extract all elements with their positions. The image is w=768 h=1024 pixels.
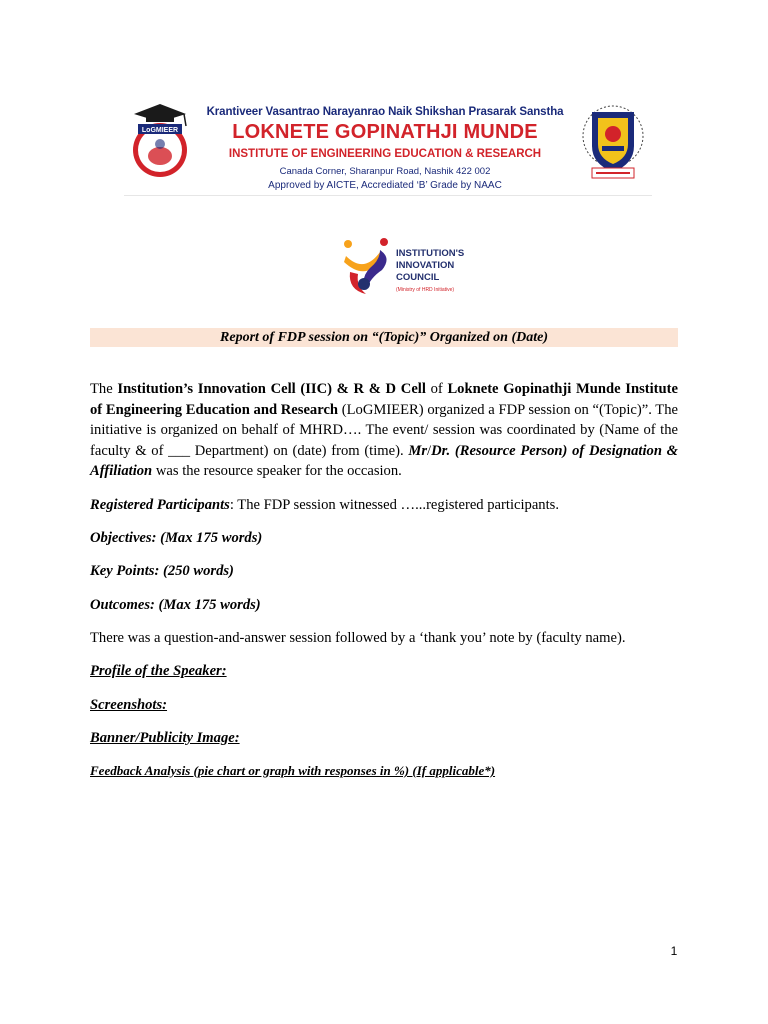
iic-title-line1: INSTITUTION'S [396, 248, 465, 259]
intro-cells: Institution’s Innovation Cell (IIC) & R & D Cell [117, 381, 426, 397]
iic-subtitle: (Ministry of HRD Initiative) [396, 287, 455, 293]
intro-mr: Mr [408, 442, 428, 459]
iic-logo [340, 234, 480, 298]
participants-row [90, 496, 690, 514]
college-address: Canada Corner, Sharanpur Road, Nashik 422 002 [279, 166, 491, 177]
sanstha-emblem-right [578, 98, 648, 184]
intro-resource-person: Dr. (Resource Person) of Designation & Affiliation [90, 442, 678, 479]
report-title-bar [90, 328, 678, 347]
intro-institute-name: Loknete Gopinathji Munde Institute of Engineering Education and Research [90, 381, 678, 418]
participants-text: : The FDP session witnessed …...registered participants. [229, 497, 559, 513]
page-number: 1 [670, 944, 678, 958]
institute-name: INSTITUTE OF ENGINEERING EDUCATION & RESEARCH [228, 148, 542, 160]
intro-the: The [90, 381, 113, 397]
iic-title-line3: COUNCIL [396, 272, 440, 283]
banner-heading: Banner/Publicity Image: [90, 730, 240, 746]
objectives-heading: Objectives: (Max 175 words) [90, 530, 263, 546]
letterhead [124, 96, 652, 196]
iic-emblem-icon [340, 234, 396, 298]
key-points-heading: Key Points: (250 words) [90, 563, 234, 579]
letterhead-divider [124, 195, 652, 196]
intro-of: of [430, 381, 443, 397]
participants-label: Registered Participants [90, 497, 230, 513]
intro-closing: was the resource speaker for the occasion. [155, 463, 402, 479]
feedback-heading: Feedback Analysis (pie chart or graph with responses in %) (If applicable*) [90, 763, 496, 778]
report-title: Report of FDP session on “(Topic)” Organized on (Date) [220, 330, 548, 345]
left-logo-text: LoGMIEER [141, 127, 179, 134]
intro-paragraph [90, 379, 678, 482]
approval-note: Approved by AICTE, Accrediated ‘B’ Grade by NAAC [268, 180, 502, 191]
sanstha-name: Krantiveer Vasantrao Narayanrao Naik Shikshan Prasarak Sanstha [206, 106, 564, 118]
speaker-profile-heading: Profile of the Speaker: [90, 663, 227, 679]
qa-sentence: There was a question-and-answer session followed by a ‘thank you’ note by (faculty name). [90, 630, 626, 646]
college-name: LOKNETE GOPINATHJI MUNDE [232, 121, 538, 143]
outcomes-heading: Outcomes: (Max 175 words) [90, 597, 261, 613]
screenshots-heading: Screenshots: [90, 697, 168, 713]
college-logo-left [126, 100, 198, 182]
intro-body: (LoGMIEER) organized a FDP session on “(Topic)”. The initiative is organized on behalf of MHRD…. The event/ session was coordinated by (Name of the faculty & of ___ Department) on (date) from (time). [90, 401, 678, 459]
intro-slash: / [427, 442, 432, 459]
iic-title-line2: INNOVATION [396, 260, 455, 271]
